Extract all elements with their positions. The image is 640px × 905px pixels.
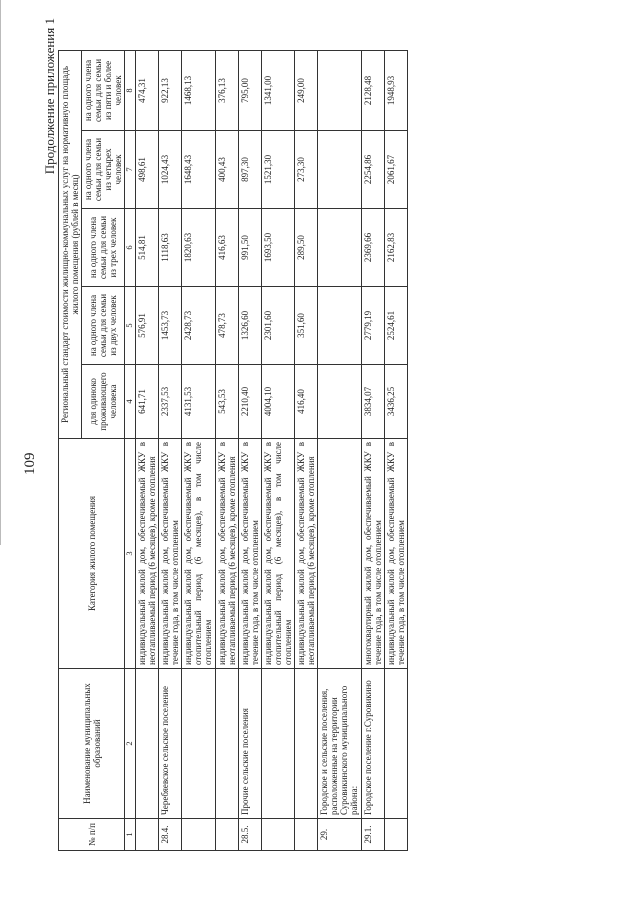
value-family-2: 478,73: [215, 287, 238, 365]
value-family-2: 2428,73: [182, 287, 215, 365]
value-family-2: 1453,73: [159, 287, 182, 365]
col-index: 4: [125, 365, 136, 439]
housing-category: индивидуальный жилой дом, обеспечиваемый ЖКУ в неотапливаемый период (6 месяцев), кроме отопления: [135, 439, 158, 669]
header-no: № п/п: [59, 819, 125, 851]
row-number: 29.1.: [361, 819, 384, 851]
municipality-name: [135, 669, 158, 819]
housing-category: [318, 439, 361, 669]
header-col-5: на одного члена семьи для семьи из двух человек: [82, 287, 125, 365]
table-row: [159, 50, 182, 850]
value-family-4: 273,30: [295, 131, 318, 209]
value-family-5: 795,00: [238, 50, 261, 130]
housing-category: многоквартирный жилой дом, обеспечиваемый ЖКУ в течение года, в том числе отоплением: [361, 439, 384, 669]
value-family-4: 2254,86: [361, 131, 384, 209]
row-number: 29.: [318, 819, 361, 851]
municipality-name: Городское поселение г.Суровикино: [361, 669, 384, 819]
row-number: [261, 819, 294, 851]
value-family-4: [318, 131, 361, 209]
standards-table: [58, 50, 408, 851]
housing-category: индивидуальный жилой дом, обеспечиваемый ЖКУ в неотапливаемый период (6 месяцев), кроме отопления: [215, 439, 238, 669]
value-single: 543,53: [215, 365, 238, 439]
value-single: 2210,40: [238, 365, 261, 439]
value-family-5: 249,00: [295, 50, 318, 130]
row-number: [215, 819, 238, 851]
value-single: 4004,10: [261, 365, 294, 439]
value-family-4: 1521,30: [261, 131, 294, 209]
value-single: 4131,53: [182, 365, 215, 439]
value-family-3: 991,50: [238, 209, 261, 287]
value-family-5: 1468,13: [182, 50, 215, 130]
col-index: 5: [125, 287, 136, 365]
value-family-2: 576,91: [135, 287, 158, 365]
value-family-4: 1024,43: [159, 131, 182, 209]
col-index: 1: [125, 819, 136, 851]
table-row: [238, 50, 261, 850]
value-family-3: 1693,50: [261, 209, 294, 287]
value-family-3: [318, 209, 361, 287]
housing-category: индивидуальный жилой дом, обеспечиваемый ЖКУ в течение года, в том числе отоплением: [384, 439, 407, 669]
header-category: Категория жилого помещения: [59, 439, 125, 669]
row-number: 28.5.: [238, 819, 261, 851]
value-family-2: 1326,60: [238, 287, 261, 365]
housing-category: индивидуальный жилой дом, обеспечиваемый ЖКУ в отопительный период (6 месяцев), в том числе отоплением: [261, 439, 294, 669]
housing-category: индивидуальный жилой дом, обеспечиваемый ЖКУ в течение года, в том числе отоплением: [159, 439, 182, 669]
table-row: [361, 50, 384, 850]
header-col-8: на одного члена семьи для семьи из пяти и более человек: [82, 50, 125, 130]
header-municipality: Наименование муниципальных образований: [59, 669, 125, 819]
municipality-name: [295, 669, 318, 819]
table-row: [384, 50, 407, 850]
value-family-2: 2779,19: [361, 287, 384, 365]
col-index: 7: [125, 131, 136, 209]
row-number: [295, 819, 318, 851]
value-family-2: 2301,60: [261, 287, 294, 365]
value-family-3: 2162,83: [384, 209, 407, 287]
municipality-name: [261, 669, 294, 819]
value-family-5: 376,13: [215, 50, 238, 130]
value-family-2: 2524,61: [384, 287, 407, 365]
value-family-3: 2369,66: [361, 209, 384, 287]
municipality-name: [182, 669, 215, 819]
municipality-name: [215, 669, 238, 819]
table-row: [295, 50, 318, 850]
value-family-3: 1118,63: [159, 209, 182, 287]
header-col-4: для одиноко проживающего человека: [82, 365, 125, 439]
top-scan-line: [0, 0, 1, 545]
value-family-5: 2128,48: [361, 50, 384, 130]
value-family-4: 897,30: [238, 131, 261, 209]
value-single: 3834,07: [361, 365, 384, 439]
col-index: 6: [125, 209, 136, 287]
table-row: [318, 50, 361, 850]
municipality-name: Чеpебяевское сельское поселение: [159, 669, 182, 819]
row-number: [182, 819, 215, 851]
page-number: 109: [22, 452, 38, 475]
housing-category: индивидуальный жилой дом, обеспечиваемый ЖКУ в течение года, в том числе отоплением: [238, 439, 261, 669]
row-number: [384, 819, 407, 851]
municipality-name: [384, 669, 407, 819]
column-index-row: [125, 50, 136, 850]
value-single: 2337,53: [159, 365, 182, 439]
col-index: 8: [125, 50, 136, 130]
col-index: 2: [125, 669, 136, 819]
table-row: [215, 50, 238, 850]
row-number: 28.4.: [159, 819, 182, 851]
value-single: 3436,25: [384, 365, 407, 439]
housing-category: индивидуальный жилой дом, обеспечиваемый ЖКУ в неотапливаемый период (6 месяцев), кроме отопления: [295, 439, 318, 669]
value-family-4: 1648,43: [182, 131, 215, 209]
municipality-name: Городское и сельские поселения, расположенные на территории Суровикинского муниципального района:: [318, 669, 361, 819]
table-row: [135, 50, 158, 850]
housing-category: индивидуальный жилой дом, обеспечиваемый ЖКУ в отопительный период (6 месяцев), в том числе отоплением: [182, 439, 215, 669]
header-col-7: на одного члена семьи для семьи из четырех человек: [82, 131, 125, 209]
value-family-3: 514,81: [135, 209, 158, 287]
header-row: [59, 50, 82, 850]
row-number: [135, 819, 158, 851]
table-row: [182, 50, 215, 850]
continuation-label: Продолжение приложения 1: [42, 18, 57, 175]
value-family-5: 1948,93: [384, 50, 407, 130]
value-family-4: 2061,67: [384, 131, 407, 209]
value-family-3: 289,50: [295, 209, 318, 287]
value-family-4: 498,61: [135, 131, 158, 209]
value-family-3: 1820,63: [182, 209, 215, 287]
value-family-2: 351,60: [295, 287, 318, 365]
municipality-name: Прочие сельские поселения: [238, 669, 261, 819]
value-family-5: 474,31: [135, 50, 158, 130]
col-index: 3: [125, 439, 136, 669]
value-family-3: 416,63: [215, 209, 238, 287]
table-row: [261, 50, 294, 850]
value-family-5: 922,13: [159, 50, 182, 130]
value-family-5: [318, 50, 361, 130]
header-standard-group: Региональный стандарт стоимости жилищно-коммунальных услуг на нормативную площадь жилого помещения (рублей в месяц): [59, 50, 82, 438]
value-family-2: [318, 287, 361, 365]
value-single: [318, 365, 361, 439]
value-family-5: 1341,00: [261, 50, 294, 130]
value-single: 641,71: [135, 365, 158, 439]
header-col-6: на одного члена семьи для семьи из трех человек: [82, 209, 125, 287]
value-single: 416,40: [295, 365, 318, 439]
value-family-4: 400,43: [215, 131, 238, 209]
